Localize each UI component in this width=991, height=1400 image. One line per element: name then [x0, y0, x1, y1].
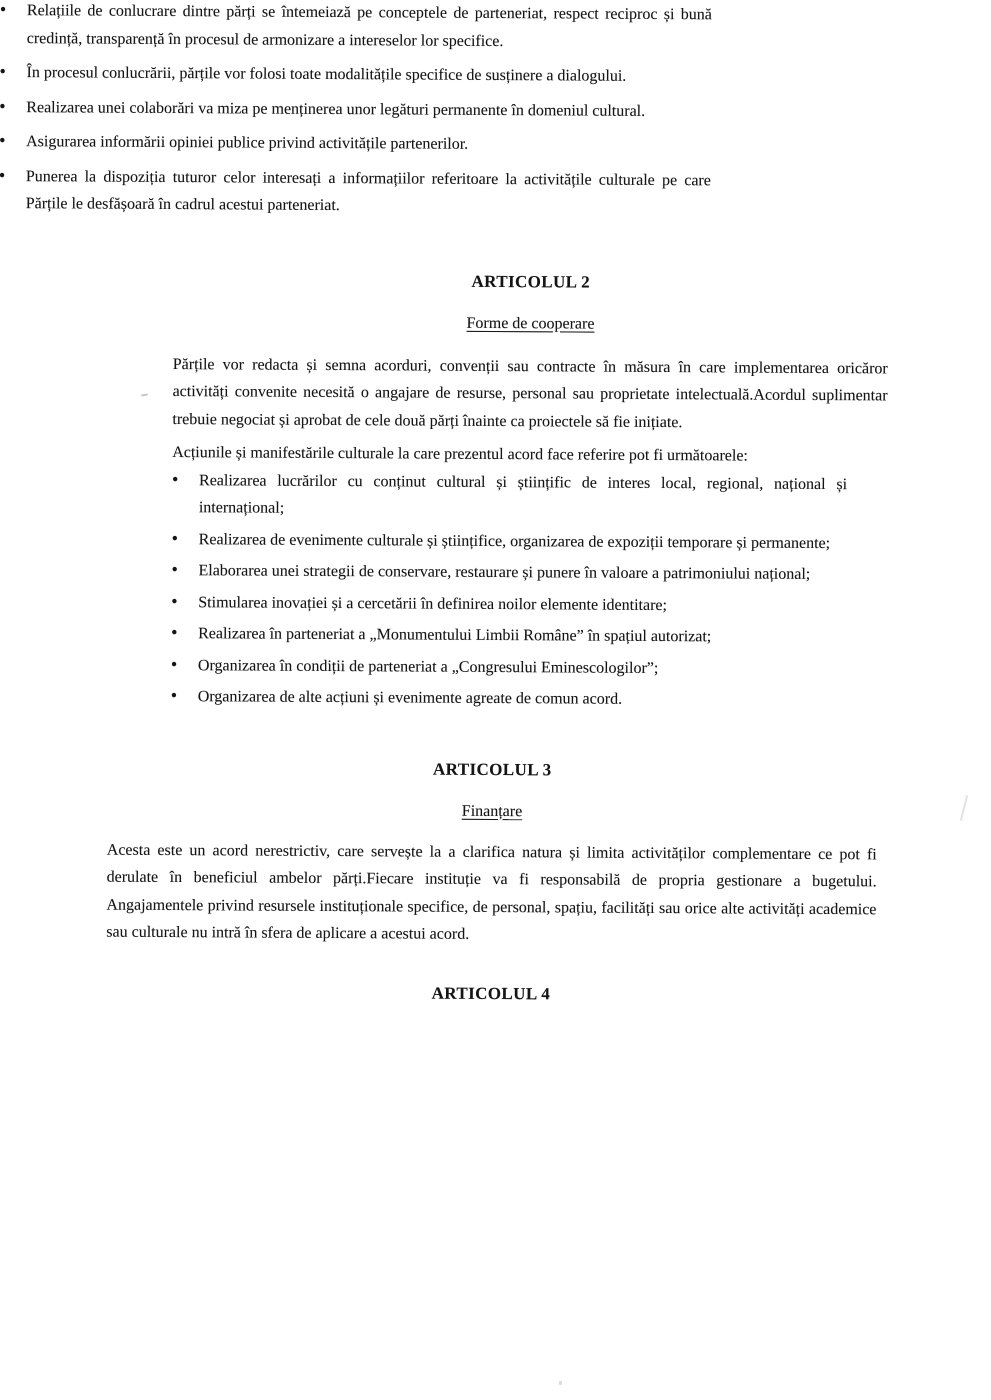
cooperation-bullet-list: [171, 467, 847, 715]
list-item: • Realizarea unei colaborări va miza pe menținerea unor legături permanente în domeniul cultural.: [0, 93, 711, 125]
list-item: • Asigurarea informării opiniei publice privind activitățile partenerilor.: [0, 128, 711, 160]
article-3-subtitle: Finanțare: [461, 802, 523, 820]
list-item: • Realizarea lucrărilor cu conținut cultural și științific de interes local, regional, național și internațional;: [172, 467, 847, 526]
article-2-title: ARTICOLUL 2: [471, 271, 591, 292]
article-4-section: [106, 980, 876, 1007]
list-item: • Punerea la dispoziția tuturor celor interesați a informațiilor referitoare la activitățile culturale pe care Părțile le desfășoară în cadrul acestui parteneriat.: [0, 162, 711, 221]
intro-bullet-list: [0, 0, 712, 222]
article-3-title: ARTICOLUL 3: [432, 759, 552, 779]
article-2-section: [171, 269, 889, 715]
article-3-section: [106, 756, 877, 951]
scan-speck: [559, 1381, 562, 1385]
list-item: • Realizarea de evenimente culturale și științifice, organizarea de expoziții temporare și permanente;: [172, 526, 847, 558]
list-item: • Relațiile de conlucrare dintre părți se întemeiază pe conceptele de parteneriat, respect reciproc și bună credință, transparență în procesul de armonizare a intereselor lor specifice.: [0, 0, 712, 56]
list-item: • Realizarea în parteneriat a „Monumentului Limbii Române” în spațiul autorizat;: [171, 620, 846, 652]
article-2-lead-sentence: Acțiunile și manifestările culturale la care prezentul acord face referire pot fi următoarele:: [172, 444, 748, 465]
list-item: • Elaborarea unei strategii de conservare, restaurare și punere în valoare a patrimoniului național;: [171, 557, 846, 589]
list-item: • În procesul conlucrării, părțile vor folosi toate modalitățile specifice de susținere a dialogului.: [0, 59, 712, 91]
list-item: • Stimularea inovației și a cercetării în definirea noilor elemente identitare;: [171, 589, 846, 621]
list-item: • Organizarea în condiții de parteneriat a „Congresului Eminescologilor”;: [171, 652, 846, 684]
article-3-paragraph: Acesta este un acord nerestrictiv, care servește la a clarifica natura și limita activităților complementare ce pot fi derulate în beneficiul ambelor părți.Fiecare instituție va fi responsabilă de propria gestionare a bugetului. Angajamentele privind resursele instituționale specifice, de personal, spațiu, facilități sau orice alte activități academice sau culturale nu intră în sfera de aplicare a acestui acord.: [106, 841, 877, 943]
article-2-subtitle: Forme de cooperare: [466, 314, 595, 333]
list-item: • Organizarea de alte acțiuni și evenimente agreate de comun acord.: [171, 683, 846, 715]
article-4-title: ARTICOLUL 4: [431, 983, 551, 1003]
article-2-paragraph: Părțile vor redacta și semna acorduri, convenții sau contracte în măsura în care implementarea oricăror activități convenite necesită o angajare de resurse, personal sau proprietate intelectuală.Acordul suplimentar trebuie negociat și aprobat de cele două părți înainte ca proiectele să fie inițiate.: [172, 355, 888, 431]
